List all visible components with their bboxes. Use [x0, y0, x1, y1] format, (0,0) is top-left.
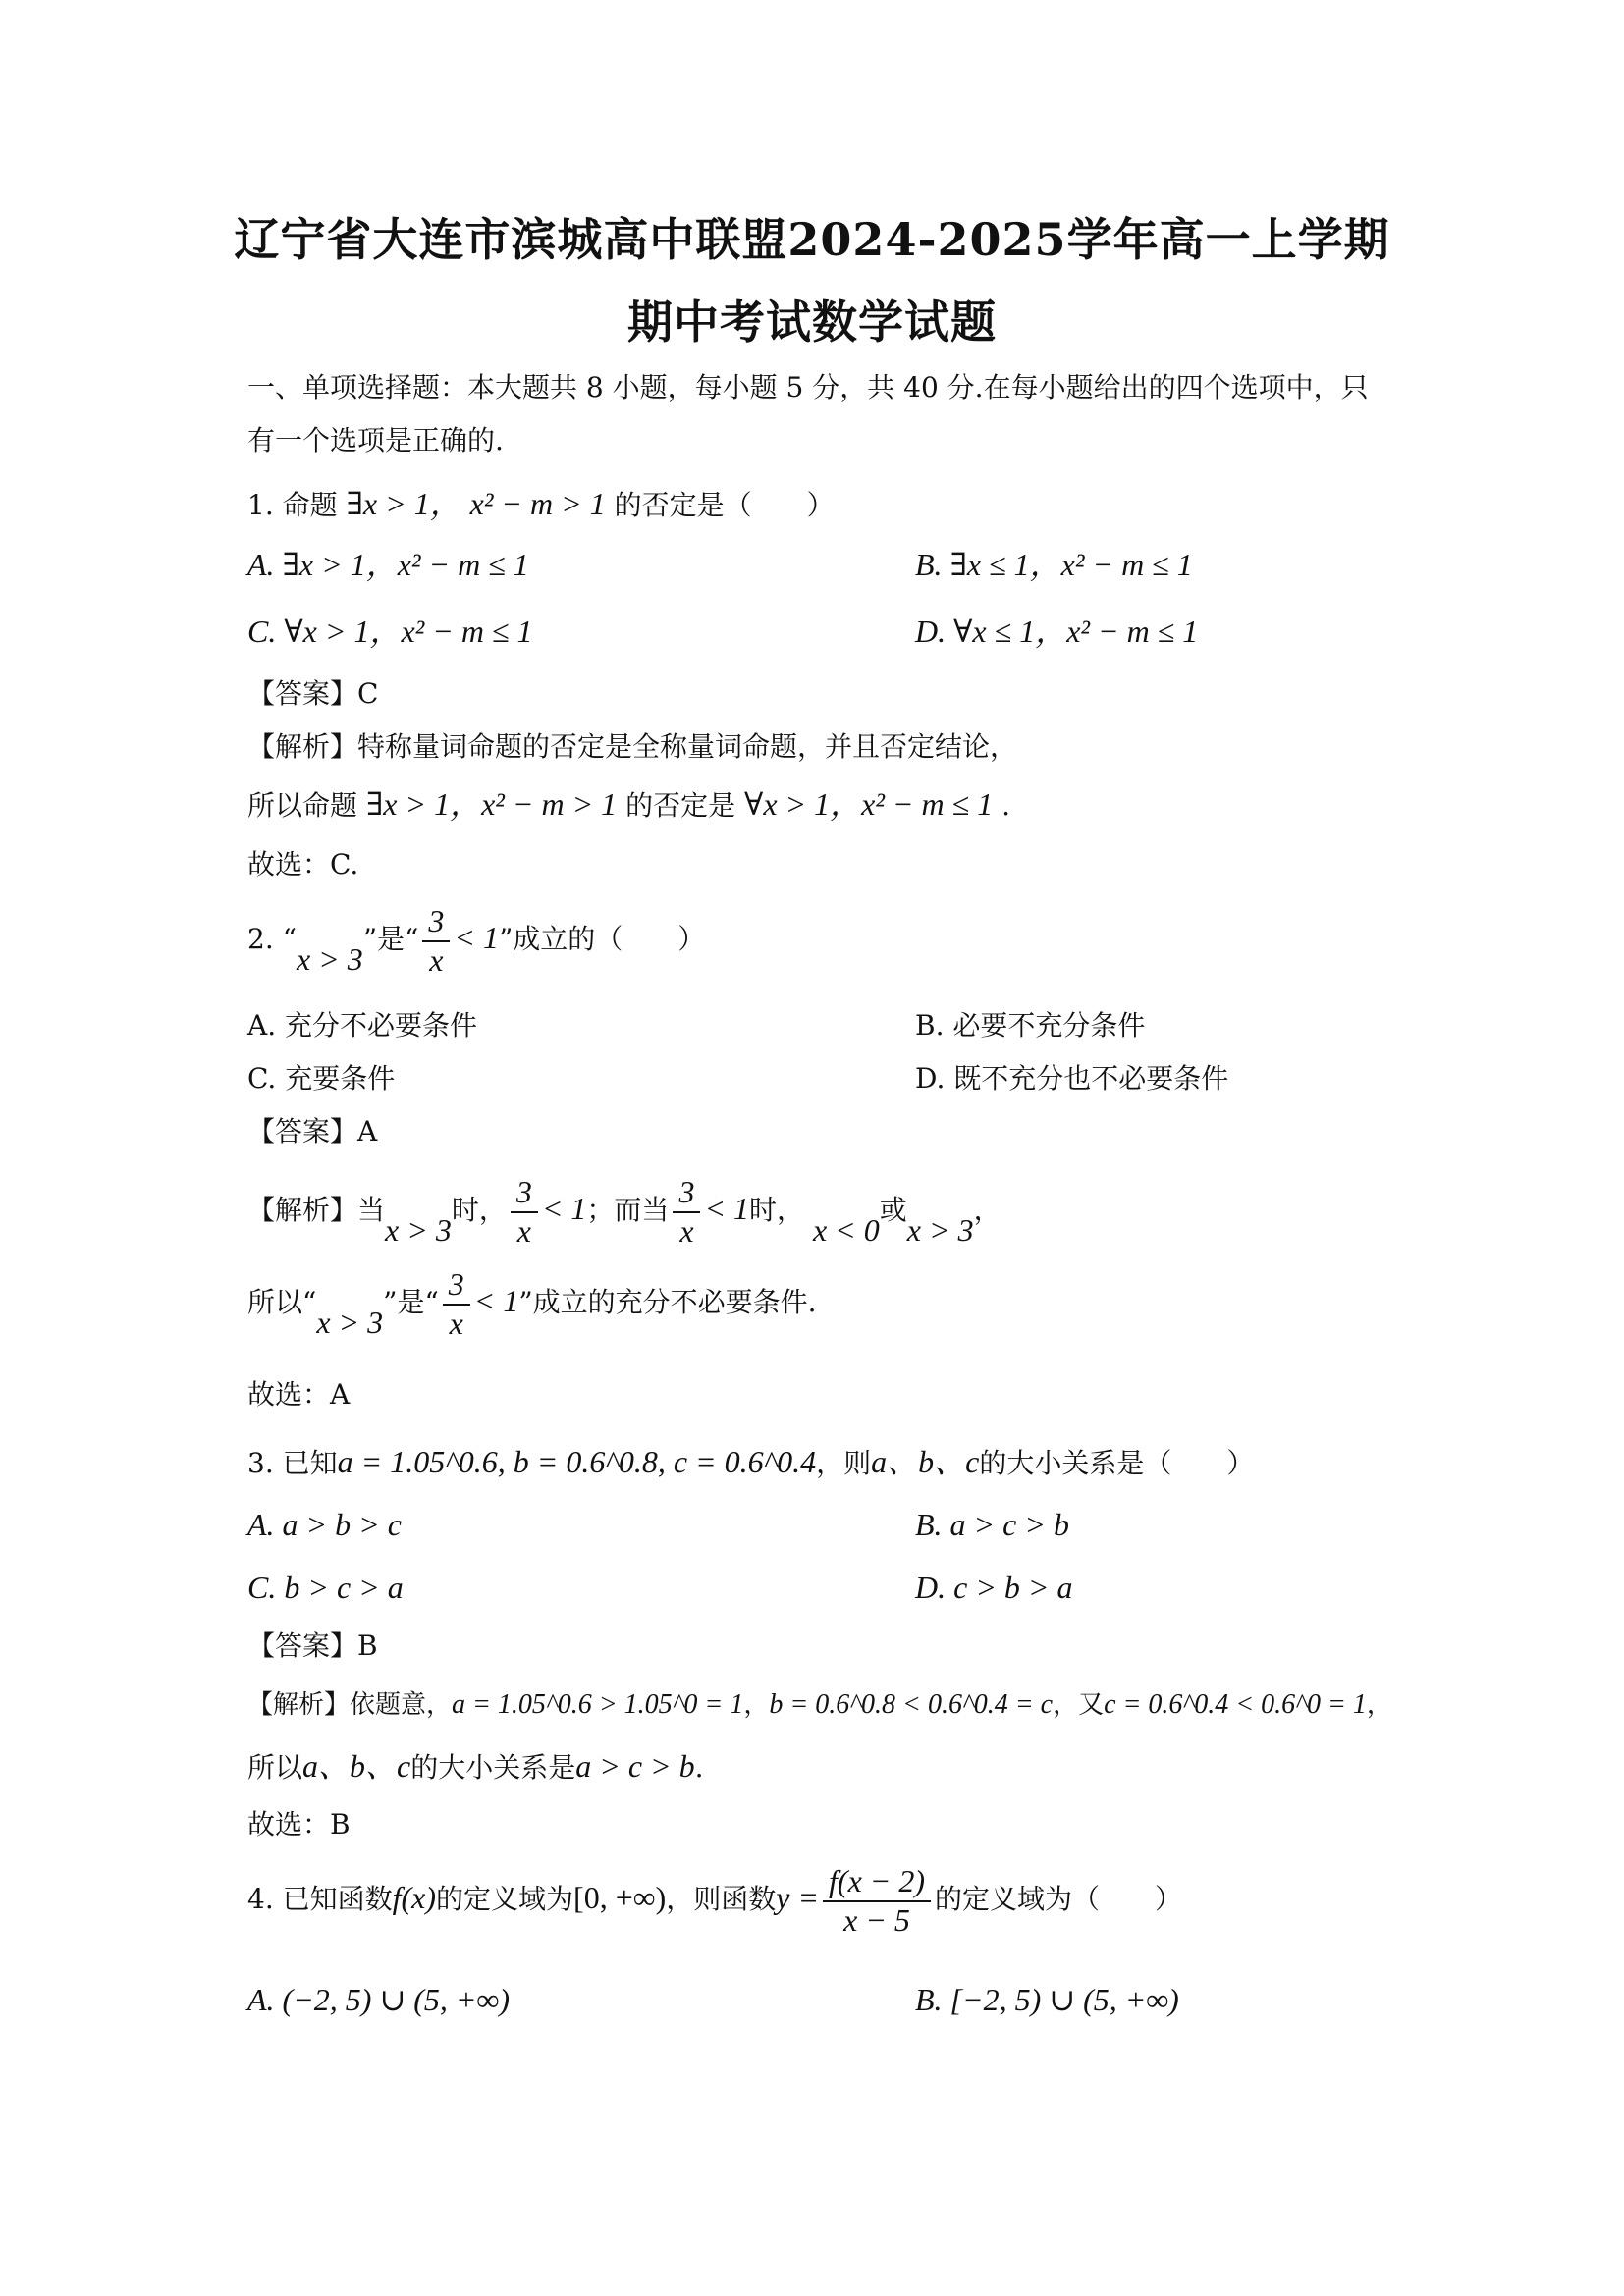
q3-answer: 【答案】B — [247, 1629, 378, 1662]
q2-analysis-fraction-2 — [673, 1176, 700, 1248]
q3-option-b: B. a > c > b — [915, 1507, 1069, 1542]
q4-function: f(x) — [392, 1880, 437, 1916]
q4-suffix: 的定义域为（ ） — [935, 1883, 1183, 1916]
q4-fraction — [823, 1865, 931, 1937]
q1-analysis-mid: 的否定是 — [625, 789, 736, 822]
q1-analysis-math-1: ∃x > 1，x² − m > 1 — [365, 786, 618, 822]
q2-fraction — [422, 905, 450, 977]
q1-math-1: ∃x > 1， — [346, 486, 461, 521]
q3-stem — [247, 1443, 1254, 1480]
q2-fraction-denominator: x — [429, 941, 444, 978]
q3-analysis-line1 — [247, 1688, 1392, 1722]
q2-analysis-line1 — [247, 1176, 1001, 1248]
q2-analysis-line2-part1: 所以“ — [247, 1286, 317, 1319]
q1-math-2: x² − m > 1 — [469, 486, 606, 521]
q2-option-d: D. 既不充分也不必要条件 — [915, 1062, 1229, 1095]
q2-analysis-line2-part3: ”成立的充分不必要条件. — [518, 1286, 817, 1319]
q4-mid2: ，则函数 — [666, 1883, 777, 1916]
q3-analysis-prefix: 【解析】依题意， — [247, 1690, 453, 1720]
section-heading-line2: 有一个选项是正确的. — [247, 424, 504, 456]
q2-analysis-line2-fraction-denominator: x — [449, 1305, 463, 1341]
q4-y-equals: y = — [776, 1880, 820, 1916]
q2-analysis-fraction-1-numerator: 3 — [511, 1176, 538, 1213]
q2-analysis-line2-fraction-numerator: 3 — [443, 1268, 470, 1306]
q2-mid: ”是“ — [362, 923, 419, 956]
q2-analysis-case-2: x > 3 — [906, 1212, 974, 1249]
q2-stem — [247, 905, 705, 977]
q3-mid: ，则 — [816, 1447, 872, 1479]
q3-analysis2-mid: 的大小关系是 — [410, 1751, 576, 1784]
q3-variables: a、b、c — [871, 1444, 980, 1479]
q1-option-d: D. ∀x ≤ 1，x² − m ≤ 1 — [915, 614, 1199, 649]
q2-analysis-fraction-2-numerator: 3 — [673, 1176, 700, 1213]
q3-conclusion: 故选：B — [247, 1808, 351, 1841]
q4-fraction-numerator: f(x − 2) — [823, 1865, 931, 1902]
q3-analysis-end: ， — [1366, 1690, 1392, 1720]
q2-analysis-fraction-2-denominator: x — [679, 1212, 694, 1249]
q2-analysis-condition: x > 3 — [385, 1212, 452, 1249]
q3-analysis-sep: ， — [743, 1690, 770, 1720]
q2-fraction-numerator: 3 — [422, 905, 450, 942]
q3-analysis-expr-a: a = 1.05^0.6 > 1.05^0 = 1 — [452, 1689, 744, 1720]
q2-analysis-line2-fraction — [443, 1268, 470, 1340]
q4-fraction-denominator: x − 5 — [843, 1901, 910, 1938]
q2-analysis-part2: 时， — [451, 1194, 507, 1227]
q2-analysis-part4: 时， — [749, 1194, 805, 1227]
q2-fraction-relation: < 1 — [454, 920, 499, 956]
q2-answer: 【答案】A — [247, 1115, 378, 1148]
q3-option-a: A. a > b > c — [247, 1507, 402, 1542]
q2-analysis-relation-1: < 1 — [541, 1191, 587, 1227]
q4-stem — [247, 1865, 1182, 1937]
q1-prefix: 1. 命题 — [247, 489, 338, 521]
q1-analysis-math-2: ∀x > 1，x² − m ≤ 1 — [744, 786, 994, 822]
q3-analysis-expr-b: b = 0.6^0.8 < 0.6^0.4 = c — [769, 1689, 1054, 1720]
q2-analysis-fraction-1 — [511, 1176, 538, 1248]
q1-option-b: B. ∃x ≤ 1，x² − m ≤ 1 — [915, 547, 1193, 582]
q1-option-c: C. ∀x > 1，x² − m ≤ 1 — [247, 614, 533, 649]
q4-option-a: A. (−2, 5) ∪ (5, +∞) — [247, 1982, 510, 2017]
q4-domain: [0, +∞) — [573, 1880, 667, 1916]
q2-option-b: B. 必要不充分条件 — [915, 1009, 1146, 1041]
q2-prefix: 2. “ — [247, 923, 297, 956]
q1-suffix: 的否定是（ ） — [614, 489, 835, 521]
q3-prefix: 3. 已知 — [247, 1447, 338, 1479]
q2-analysis-line2-relation: < 1 — [473, 1283, 519, 1319]
q3-expression: a = 1.05^0.6, b = 0.6^0.8, c = 0.6^0.4 — [337, 1444, 817, 1479]
q1-analysis-end: . — [1001, 789, 1011, 822]
q2-conclusion: 故选：A — [247, 1378, 351, 1411]
q1-analysis-line1: 【解析】特称量词命题的否定是全称量词命题，并且否定结论， — [247, 730, 1018, 763]
q1-conclusion: 故选：C. — [247, 848, 359, 881]
q2-analysis-relation-2: < 1 — [704, 1191, 750, 1227]
doc-title-line2: 期中考试数学试题 — [627, 295, 997, 348]
q2-analysis-part1: 【解析】当 — [247, 1194, 386, 1227]
doc-title-line1: 辽宁省大连市滨城高中联盟2024-2025学年高一上学期 — [234, 213, 1390, 266]
q3-analysis-line2 — [247, 1747, 704, 1785]
q1-answer: 【答案】C — [247, 677, 379, 710]
q2-analysis-line2 — [247, 1268, 817, 1340]
q2-condition: x > 3 — [296, 941, 363, 978]
q3-analysis2-variables: a、b、c — [302, 1748, 411, 1784]
q2-analysis-line2-condition: x > 3 — [316, 1305, 384, 1341]
q2-analysis-end: ， — [973, 1194, 1001, 1227]
q3-option-c: C. b > c > a — [247, 1570, 404, 1605]
q1-stem — [247, 485, 835, 522]
q2-analysis-part3: ；而当 — [586, 1194, 670, 1227]
section-heading-line1: 一、单项选择题：本大题共 8 小题，每小题 5 分，共 40 分.在每小题给出的四个选项中，只 — [247, 371, 1369, 403]
q2-option-c: C. 充要条件 — [247, 1062, 396, 1095]
q1-analysis-prefix: 所以命题 — [247, 789, 358, 822]
q4-mid1: 的定义域为 — [436, 1883, 574, 1916]
q2-analysis-case-1: x < 0 — [812, 1212, 880, 1249]
q2-analysis-line2-part2: ”是“ — [383, 1286, 439, 1319]
q1-analysis-line2 — [247, 785, 1010, 823]
q2-analysis-fraction-1-denominator: x — [516, 1212, 531, 1249]
q3-analysis-expr-c: c = 0.6^0.4 < 0.6^0 = 1 — [1104, 1689, 1367, 1720]
q2-option-a: A. 充分不必要条件 — [247, 1009, 478, 1041]
q3-analysis2-prefix: 所以 — [247, 1751, 303, 1784]
q4-prefix: 4. 已知函数 — [247, 1883, 393, 1916]
q3-option-d: D. c > b > a — [915, 1570, 1073, 1605]
q3-analysis-mid: ，又 — [1053, 1690, 1105, 1720]
q4-option-b: B. [−2, 5) ∪ (5, +∞) — [915, 1982, 1179, 2017]
q2-suffix: ”成立的（ ） — [498, 923, 706, 956]
q3-analysis2-end: . — [694, 1751, 704, 1784]
q3-suffix: 的大小关系是（ ） — [979, 1447, 1255, 1479]
q1-option-a: A. ∃x > 1，x² − m ≤ 1 — [247, 547, 529, 582]
q3-analysis2-expression: a > c > b — [575, 1748, 695, 1784]
q2-analysis-or: 或 — [879, 1194, 907, 1227]
